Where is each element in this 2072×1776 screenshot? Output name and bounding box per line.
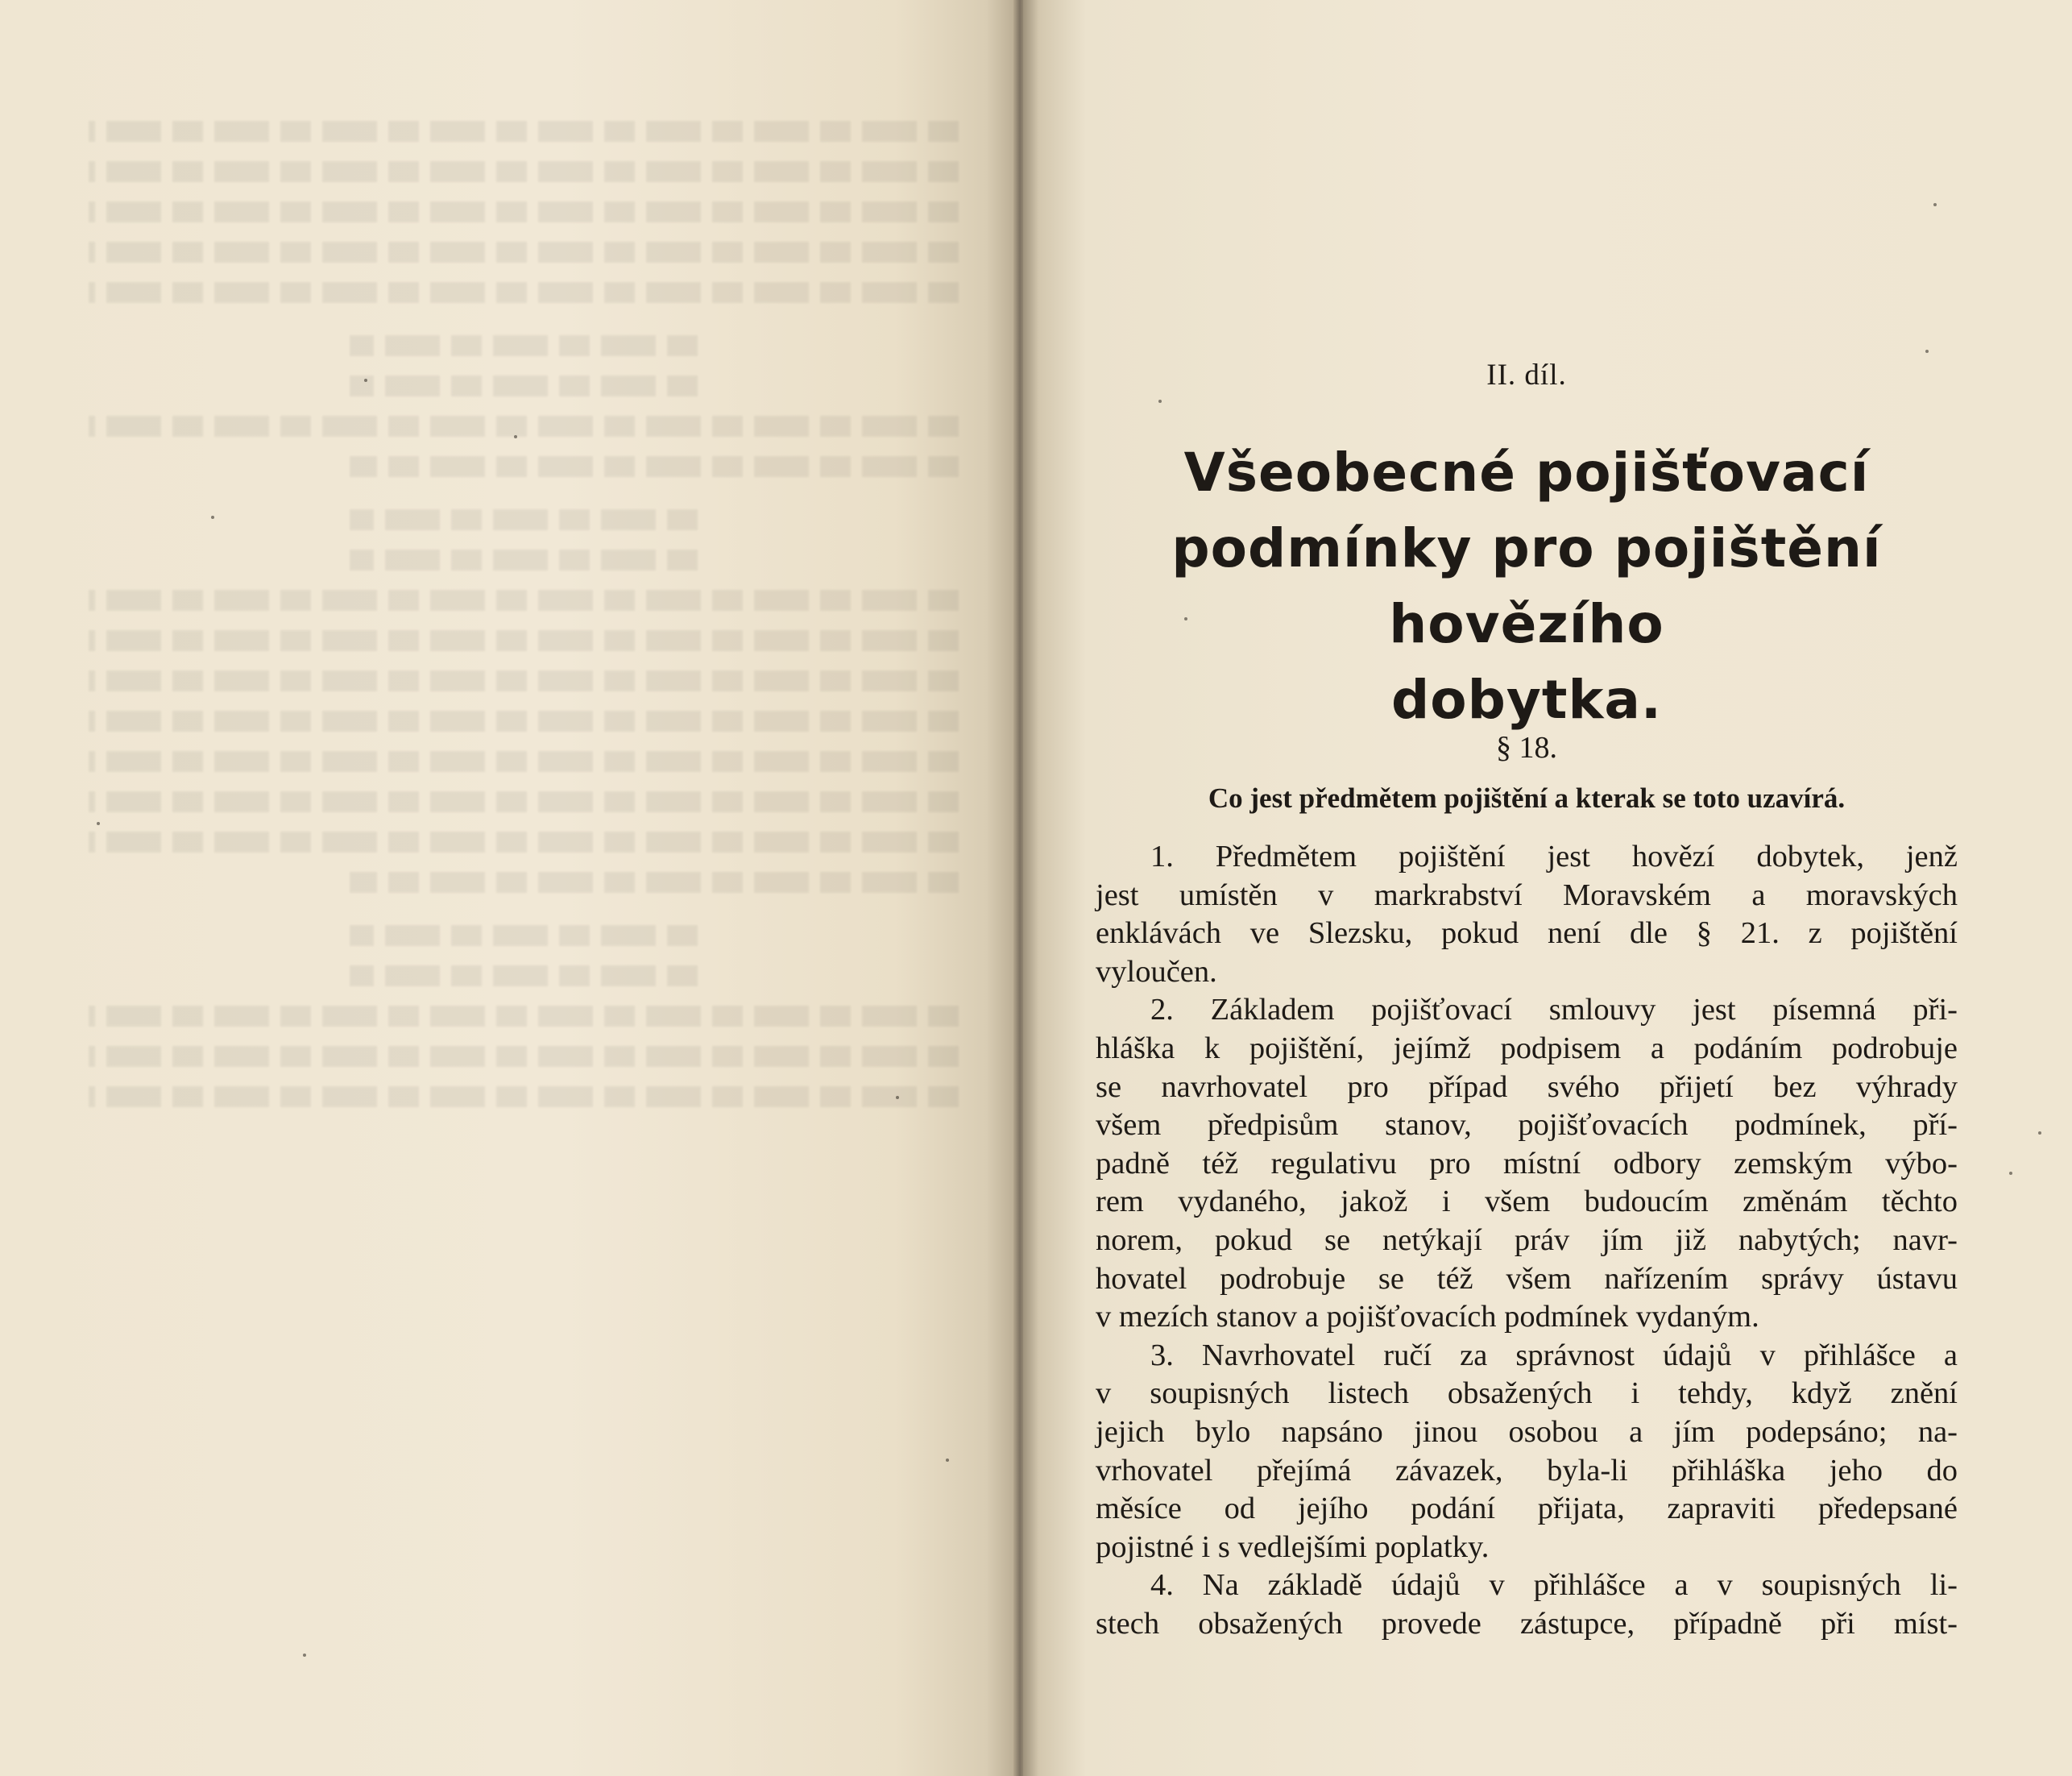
document-title [1071,435,1982,738]
title-line: podmínky pro pojištění hovězího [1171,517,1882,655]
text-line: hovatel podrobuje se též všem nařízením správy ústavu [1096,1261,1958,1296]
title-line: Všeobecné pojišťovací [1183,442,1870,504]
text-line: vrhovatel přejímá závazek, byla-li přihláška jeho do [1096,1453,1958,1488]
paragraph-2 [1096,991,1958,1336]
left-page-blank [0,0,1017,1776]
text-line: jest umístěn v markrabství Moravském a moravských [1096,878,1958,912]
section-heading: Co jest předmětem pojištění a kterak se toto uzavírá. [1208,782,1846,814]
text-line: rem vydaného, jakož i všem budoucím změnám těchto [1096,1185,1958,1219]
show-through-text [89,121,959,1127]
text-line: v mezích stanov a pojišťovacích podmínek vydaným. [1096,1300,1759,1334]
part-label: II. díl. [1486,359,1567,392]
paragraph-1 [1096,838,1958,991]
text-line: se navrhovatel pro případ svého přijetí bez výhrady [1096,1069,1958,1104]
title-line: dobytka. [1391,669,1662,731]
text-line: 1. Předmětem pojištění jest hovězí dobytek, jenž [1150,840,1958,873]
paragraph-4 [1096,1566,1958,1643]
text-line: všem předpisům stanov, pojišťovacích podmínek, pří- [1096,1108,1958,1143]
paragraph-3 [1096,1337,1958,1567]
text-line: 3. Navrhovatel ručí za správnost údajů v přihlášce a [1150,1338,1958,1372]
text-line: hláška k pojištění, jejímž podpisem a podáním podrobuje [1096,1031,1958,1065]
text-line: v soupisných listech obsažených i tehdy, když znění [1096,1376,1958,1411]
text-line: enklávách ve Slezsku, pokud není dle § 21. z pojištění [1096,916,1958,951]
text-line: pojistné i s vedlejšími poplatky. [1096,1529,1490,1564]
text-line: 2. Základem pojišťovací smlouvy jest písemná při- [1150,993,1958,1027]
text-line: jejich bylo napsáno jinou osobou a jím podepsáno; na- [1096,1414,1958,1449]
section-body [1096,838,1958,1643]
section-number: § 18. [1496,731,1557,765]
text-line: měsíce od jejího podání přijata, zapraviti předepsané [1096,1492,1958,1526]
text-line: norem, pokud se netýkají práv jím již nabytých; navr- [1096,1222,1958,1257]
text-line: stech obsažených provede zástupce, případně při míst- [1096,1606,1958,1641]
text-line: vyloučen. [1096,954,1217,989]
text-line: padně též regulativu pro místní odbory zemským výbo- [1096,1146,1958,1181]
text-line: 4. Na základě údajů v přihlášce a v soupisných li- [1150,1568,1958,1603]
